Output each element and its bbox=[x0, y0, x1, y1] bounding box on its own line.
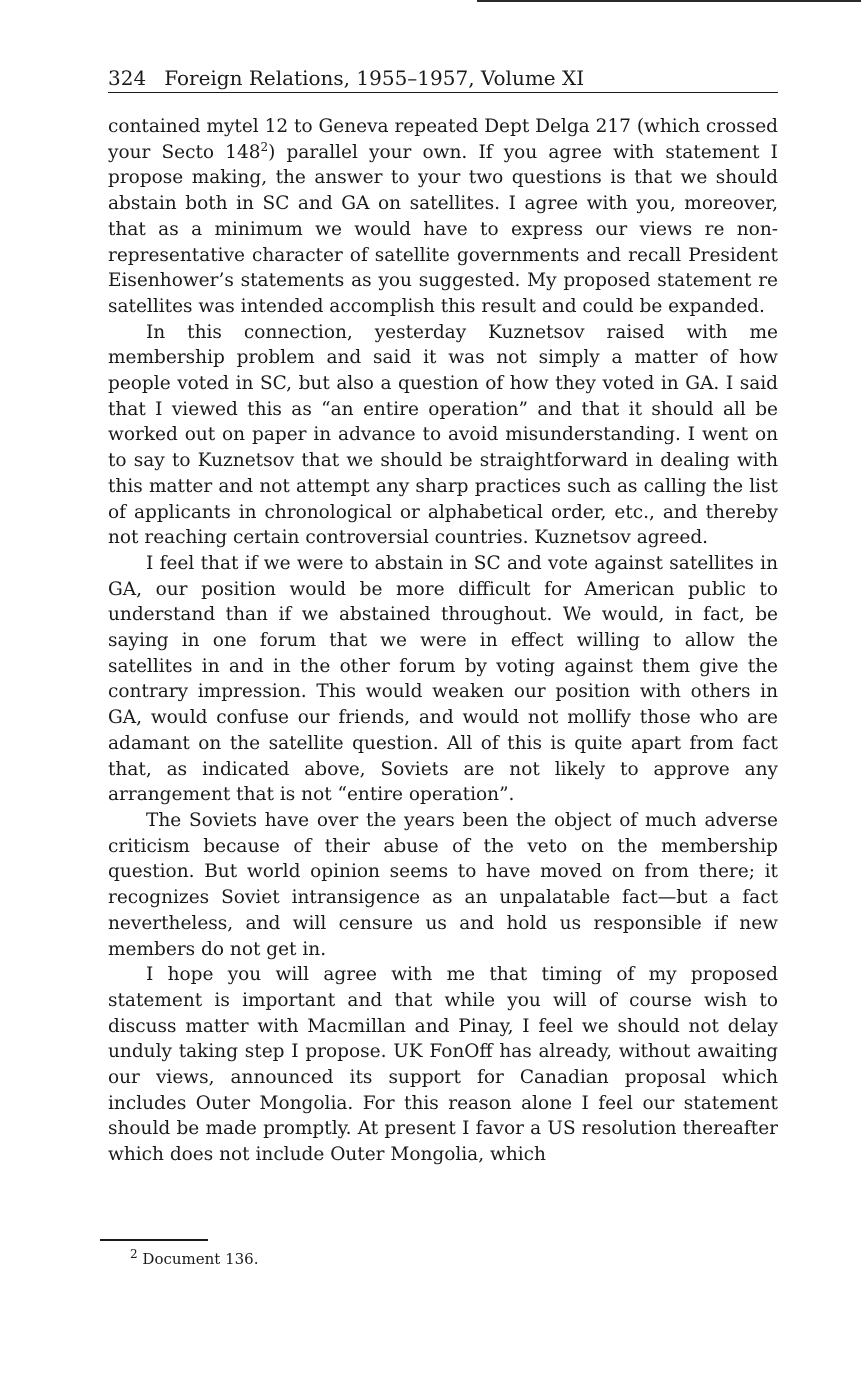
paragraph-1 bbox=[108, 114, 778, 320]
running-header bbox=[108, 64, 778, 93]
paragraph-3: I feel that if we were to abstain in SC and vote against satellites in GA, our position would be more difficult for American public to understand than if we abstained throughout. We would, in fact, be saying in one forum that we were in effect willing to allow the satellites in and in the other forum by voting against them give the contrary impression. This would weaken our position with others in GA, would confuse our friends, and would not mollify those who are adamant on the satellite question. All of this is quite apart from fact that, as indicated above, Soviets are not likely to approve any arrangement that is not “entire operation”. bbox=[108, 552, 778, 806]
paragraph-2: In this connection, yesterday Kuznetsov raised with me membership problem and said it was not simply a matter of how people voted in SC, but also a question of how they voted in GA. I said that I viewed this as “an entire operation” and that it should all be worked out on paper in advance to avoid misunderstanding. I went on to say to Kuznetsov that we should be straightforward in dealing with this matter and not attempt any sharp practices such as calling the list of applicants in chronological or alphabetical order, etc., and thereby not reaching certain controversial countries. Kuznetsov agreed. bbox=[108, 321, 778, 549]
footnote-text: Document 136. bbox=[142, 1250, 259, 1268]
running-title: Foreign Relations, 1955–1957, Volume XI bbox=[164, 66, 585, 90]
top-edge-rule bbox=[477, 0, 861, 2]
footnote-marker: 2 bbox=[130, 1247, 138, 1261]
footnote-reference: 2 bbox=[260, 139, 269, 154]
paragraph-1-part-a: contained mytel 12 to Geneva repeated Dept Delga 217 (which crossed your Secto 148 bbox=[108, 116, 778, 163]
paragraph-5: I hope you will agree with me that timing of my proposed statement is important and that while you will of course wish to discuss matter with Macmillan and Pinay, I feel we should not delay unduly taking step I propose. UK FonOff has already, without awaiting our views, announced its support for Canadian proposal which includes Outer Mongolia. For this reason alone I feel our statement should be made promptly. At present I favor a US resolution thereafter which does not include Outer Mongolia, which bbox=[108, 964, 778, 1166]
footnote-divider bbox=[100, 1239, 208, 1241]
page-number: 324 bbox=[108, 66, 147, 90]
document-body bbox=[108, 114, 778, 1168]
footnote bbox=[130, 1248, 259, 1270]
paragraph-4: The Soviets have over the years been the object of much adverse criticism because of their abuse of the veto on the membership question. But world opinion seems to have moved on from there; it recognizes Soviet intransigence as an unpalatable fact—but a fact nevertheless, and will censure us and hold us responsible if new members do not get in. bbox=[108, 809, 778, 960]
paragraph-1-part-b: ) parallel your own. If you agree with statement I propose making, the answer to your two questions is that we should abstain both in SC and GA on satellites. I agree with you, moreover, that as a minimum we would have to express our views re non-representative character of satellite governments and recall President Eisenhower’s statements as you suggested. My proposed statement re satellites was intended accomplish this result and could be expanded. bbox=[108, 141, 778, 317]
